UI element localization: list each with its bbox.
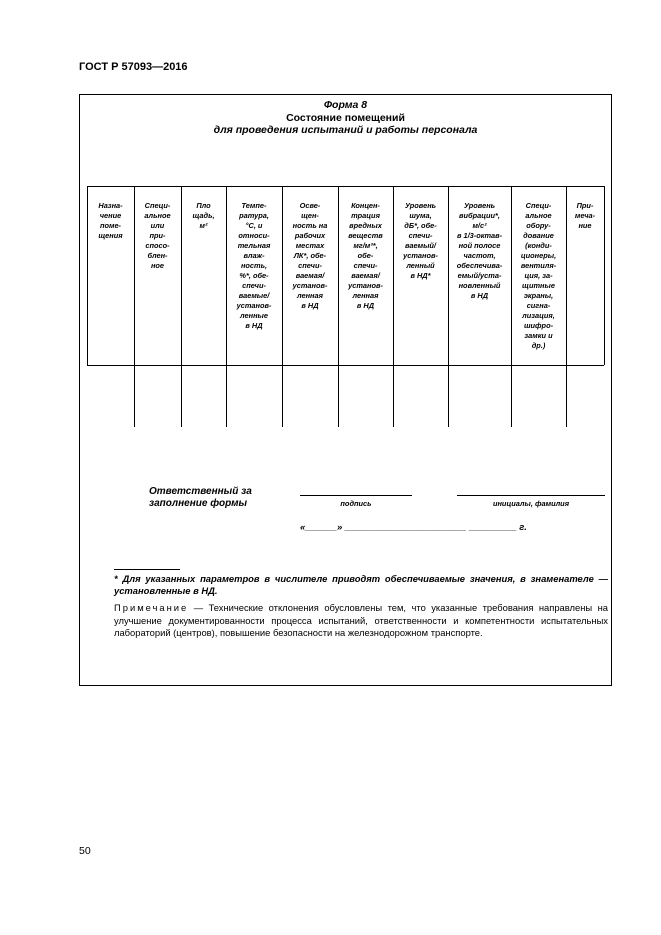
form-title-block [80,99,611,137]
header-cell-line: щен- [301,211,319,220]
header-cell-line: в 1/3-октав- [456,231,503,240]
form-title: Состояние помещений [286,111,405,124]
table-header-separator [87,365,604,366]
header-cell-line: вентиля- [520,261,557,270]
header-cell-line: ной полосе [458,241,501,250]
responsible-label-line2: заполнение формы [149,498,248,509]
header-cell-line: м² [199,221,208,230]
note [114,602,608,640]
table-header-cell [283,201,337,311]
header-cell-line: спечи- [298,261,322,270]
footnote: * Для указанных параметров в числителе приводят обеспечиваемые значения, в знаменателе — установленные в НД. [114,573,608,596]
header-cell-line: меча- [574,211,596,220]
header-cell-line: спечи- [408,231,433,240]
table-header-cell [394,201,447,281]
responsible-label-line1: Ответственный за [149,486,252,497]
header-cell-line: Осве- [299,201,321,210]
header-cell-line: ленная [296,291,323,300]
header-cell-line: ленные [240,311,268,320]
document-code: ГОСТ Р 57093—2016 [79,61,188,73]
header-cell-line: %*, обе- [239,271,269,280]
header-cell-line: альное [525,211,552,220]
header-cell-line: м/с² [472,221,487,230]
header-cell-line: относи- [238,231,270,240]
table-column-line [604,186,605,365]
table-header-cell [135,201,180,271]
header-cell-line: или [150,221,165,230]
header-cell-line: Специ- [525,201,552,210]
header-cell-line: в НД [245,321,263,330]
header-cell-line: Уровень [463,201,496,210]
header-cell-line: Темпе- [241,201,267,210]
header-cell-line: блен- [147,251,168,260]
footnote-rule [114,569,180,570]
header-cell-line: ность на [292,221,328,230]
table-header-cell [339,201,392,311]
table-header-cell [88,201,133,241]
header-cell-line: Уровень [404,201,437,210]
header-cell-line: чение [99,211,122,220]
header-cell-line: Специ- [144,201,171,210]
signature-line [300,495,412,496]
header-cell-line: °С, и [245,221,263,230]
header-cell-line: При- [576,201,594,210]
header-cell-line: трация [351,211,380,220]
header-cell-line: замки и [524,331,553,340]
header-cell-line: ратура, [239,211,269,220]
header-cell-line: установ- [292,281,328,290]
header-cell-line: местах [295,241,325,250]
header-cell-line: рабочих [294,231,326,240]
table-header-cell [449,201,510,301]
header-cell-line: тельная [237,241,271,250]
header-cell-line: ваемая/ [295,271,325,280]
header-cell-line: Концен- [351,201,380,210]
header-cell-line: обеспечива- [456,261,503,270]
header-cell-line: в НД* [410,271,431,280]
header-cell-line: щадь, [192,211,215,220]
header-cell-line: ное [150,261,165,270]
page-number: 50 [79,845,91,857]
header-cell-line: спечи- [353,261,378,270]
header-cell-line: ние [578,221,592,230]
table-header-cell [227,201,281,331]
note-label: Примечание [114,602,189,613]
header-cell-line: альное [144,211,171,220]
header-cell-line: поме- [99,221,122,230]
responsible-label [149,486,252,510]
header-cell-line: емый/уста- [457,271,502,280]
header-cell-line: щитные [522,281,555,290]
header-cell-line: экраны, [523,291,554,300]
header-cell-line: дование [523,231,554,240]
form-subtitle: для проведения испытаний и работы персонала [213,124,478,136]
header-cell-line: ленный [406,261,435,270]
form-table [87,186,604,427]
header-cell-line: Назна- [98,201,123,210]
name-line [457,495,605,496]
header-cell-line: вредных [349,221,382,230]
header-cell-line: сигна- [526,301,551,310]
header-cell-line: ваемая/ [351,271,380,280]
table-header-cell [567,201,603,231]
header-cell-line: в НД [356,301,375,310]
header-cell-line: спосо- [145,241,170,250]
header-cell-line: мг/м³*, [353,241,378,250]
header-cell-line: шифро- [523,321,554,330]
form-number: Форма 8 [323,99,368,111]
header-cell-line: новленный [458,281,501,290]
header-cell-line: лизация, [522,311,555,320]
header-cell-line: ция, за- [524,271,553,280]
header-cell-line: обе- [357,251,374,260]
header-cell-line: веществ [348,231,383,240]
signature-caption: подпись [340,499,372,508]
header-cell-line: установ- [236,301,272,310]
date-line: «______» _______________________ _________ г. [300,522,527,533]
header-cell-line: установ- [348,281,383,290]
header-cell-line: шума, [409,211,432,220]
header-cell-line: дБ*, обе- [404,221,437,230]
header-cell-line: Пло [196,201,211,210]
header-cell-line: ность, [240,261,268,270]
header-cell-line: вибрации*, [459,211,500,220]
header-cell-line: частот, [463,251,496,260]
note-text: — Технические отклонения обусловлены тем, что указанные требования направлены на улучшение документированности процесса испытаний, ответственности и компетентности испытательных лабораторий (центров), повышение безопасности на железнодорожном транспорте. [114,602,608,638]
table-header-cell [182,201,225,231]
header-cell-line: влаж- [243,251,265,260]
header-cell-line: установ- [403,251,438,260]
header-cell-line: спечи- [242,281,266,290]
table-top-border [87,186,604,187]
header-cell-line: щения [98,231,123,240]
header-cell-line: ЛК*, обе- [293,251,327,260]
header-cell-line: ваемые/ [238,291,270,300]
table-header-cell [512,201,565,351]
header-cell-line: ваемый/ [405,241,436,250]
header-cell-line: др.) [531,341,546,350]
header-cell-line: в НД [470,291,489,300]
header-cell-line: ленная [352,291,379,300]
header-cell-line: обору- [526,221,551,230]
header-cell-line: в НД [301,301,319,310]
header-cell-line: ционеры, [520,251,557,260]
header-cell-line: (конди- [525,241,552,250]
header-cell-line: при- [149,231,166,240]
name-caption: инициалы, фамилия [492,499,570,508]
